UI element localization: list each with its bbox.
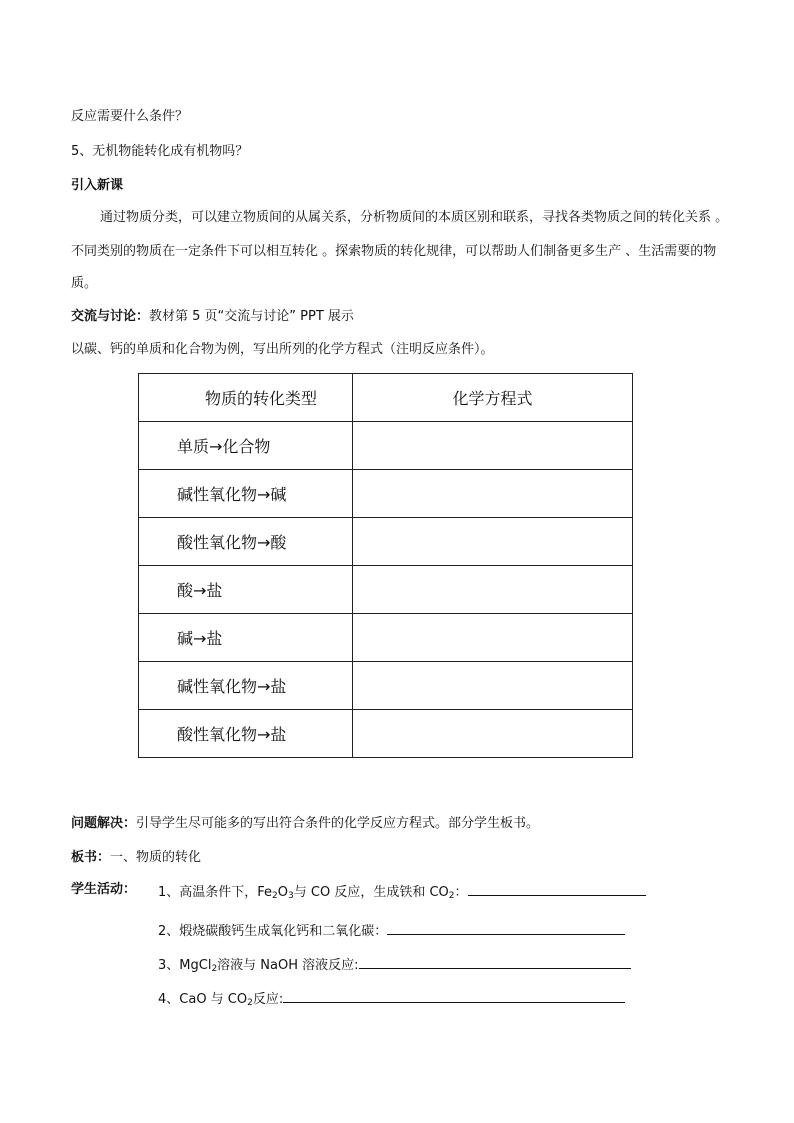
table-row <box>139 566 633 614</box>
paragraph-line-3: 质。 <box>71 276 98 291</box>
header-equation: 化学方程式 <box>353 374 633 422</box>
row-equation[interactable] <box>353 470 633 518</box>
discussion-label: 交流与讨论： <box>71 309 150 324</box>
problem-text: 引导学生尽可能多的写出符合条件的化学反应方程式。部分学生板书。 <box>136 816 540 831</box>
problem-label: 问题解决： <box>71 816 137 831</box>
conversion-table <box>138 373 633 758</box>
new-lesson-heading: 引入新课 <box>71 178 124 193</box>
row-equation[interactable] <box>353 614 633 662</box>
intro-line: 反应需要什么条件？ <box>71 109 189 124</box>
question-5: 5、无机物能转化成有机物吗？ <box>71 144 249 159</box>
table-row <box>139 518 633 566</box>
discussion-text: 教材第 5 页“交流与讨论” PPT 展示 <box>149 309 354 324</box>
board-label: 板书： <box>71 850 111 865</box>
answer-blank-3[interactable] <box>359 954 631 969</box>
table-header-row <box>139 374 633 422</box>
row-equation[interactable] <box>353 662 633 710</box>
row-equation[interactable] <box>353 566 633 614</box>
paragraph-line-1: 通过物质分类，可以建立物质间的从属关系，分析物质间的本质区别和联系，寻找各类物质之间的转化关系 。 <box>100 210 729 225</box>
table-row <box>139 422 633 470</box>
row-type: 碱性氧化物→碱 <box>139 470 353 518</box>
activity-item-4 <box>158 988 625 1009</box>
item1-text-b: O <box>277 885 289 900</box>
answer-blank-4[interactable] <box>283 988 625 1003</box>
row-equation[interactable] <box>353 518 633 566</box>
item1-text-a: 1、高温条件下，Fe <box>158 885 273 900</box>
discussion-instruction: 以碳、钙的单质和化合物为例，写出所列的化学方程式（注明反应条件）。 <box>71 342 494 357</box>
board-text: 一、物质的转化 <box>110 850 202 865</box>
activity-item-3 <box>158 954 631 975</box>
item4-text-b: 反应: <box>252 992 284 1007</box>
activity-label: 学生活动： <box>71 882 137 897</box>
item1-sub-1: 2 <box>272 891 278 901</box>
item1-text-d: ： <box>454 885 468 900</box>
answer-blank-2[interactable] <box>387 920 625 935</box>
activity-item-2 <box>158 920 625 941</box>
board-line <box>71 849 201 867</box>
item1-text-c: 与 CO 反应，生成铁和 CO <box>293 885 449 900</box>
header-conversion-type: 物质的转化类型 <box>139 374 353 422</box>
row-type: 单质→化合物 <box>139 422 353 470</box>
item3-text-b: 溶液与 NaOH 溶液反应: <box>217 958 359 973</box>
item1-sub-3: 2 <box>448 891 455 901</box>
row-type: 酸性氧化物→酸 <box>139 518 353 566</box>
item4-text-a: 4、CaO 与 CO <box>158 992 248 1007</box>
item4-sub: 2 <box>247 998 253 1008</box>
row-type: 碱→盐 <box>139 614 353 662</box>
row-equation[interactable] <box>353 710 633 758</box>
paragraph-line-2: 不同类别的物质在一定条件下可以相互转化 。探索物质的转化规律，可以帮助人们制备更多生产 、生活需要的物 <box>71 244 717 259</box>
row-equation[interactable] <box>353 422 633 470</box>
item1-sub-2: 3 <box>288 891 294 901</box>
table-row <box>139 710 633 758</box>
table-row <box>139 614 633 662</box>
activity-item-1 <box>158 881 646 902</box>
problem-line <box>71 815 539 833</box>
item3-text-a: 3、MgCl <box>158 958 212 973</box>
table-row <box>139 662 633 710</box>
item3-sub: 2 <box>211 964 218 974</box>
answer-blank-1[interactable] <box>468 881 646 896</box>
row-type: 碱性氧化物→盐 <box>139 662 353 710</box>
item2-text: 2、煅烧碳酸钙生成氧化钙和二氧化碳： <box>158 924 388 939</box>
discussion-line <box>71 308 354 326</box>
row-type: 酸→盐 <box>139 566 353 614</box>
table-row <box>139 470 633 518</box>
row-type: 酸性氧化物→盐 <box>139 710 353 758</box>
